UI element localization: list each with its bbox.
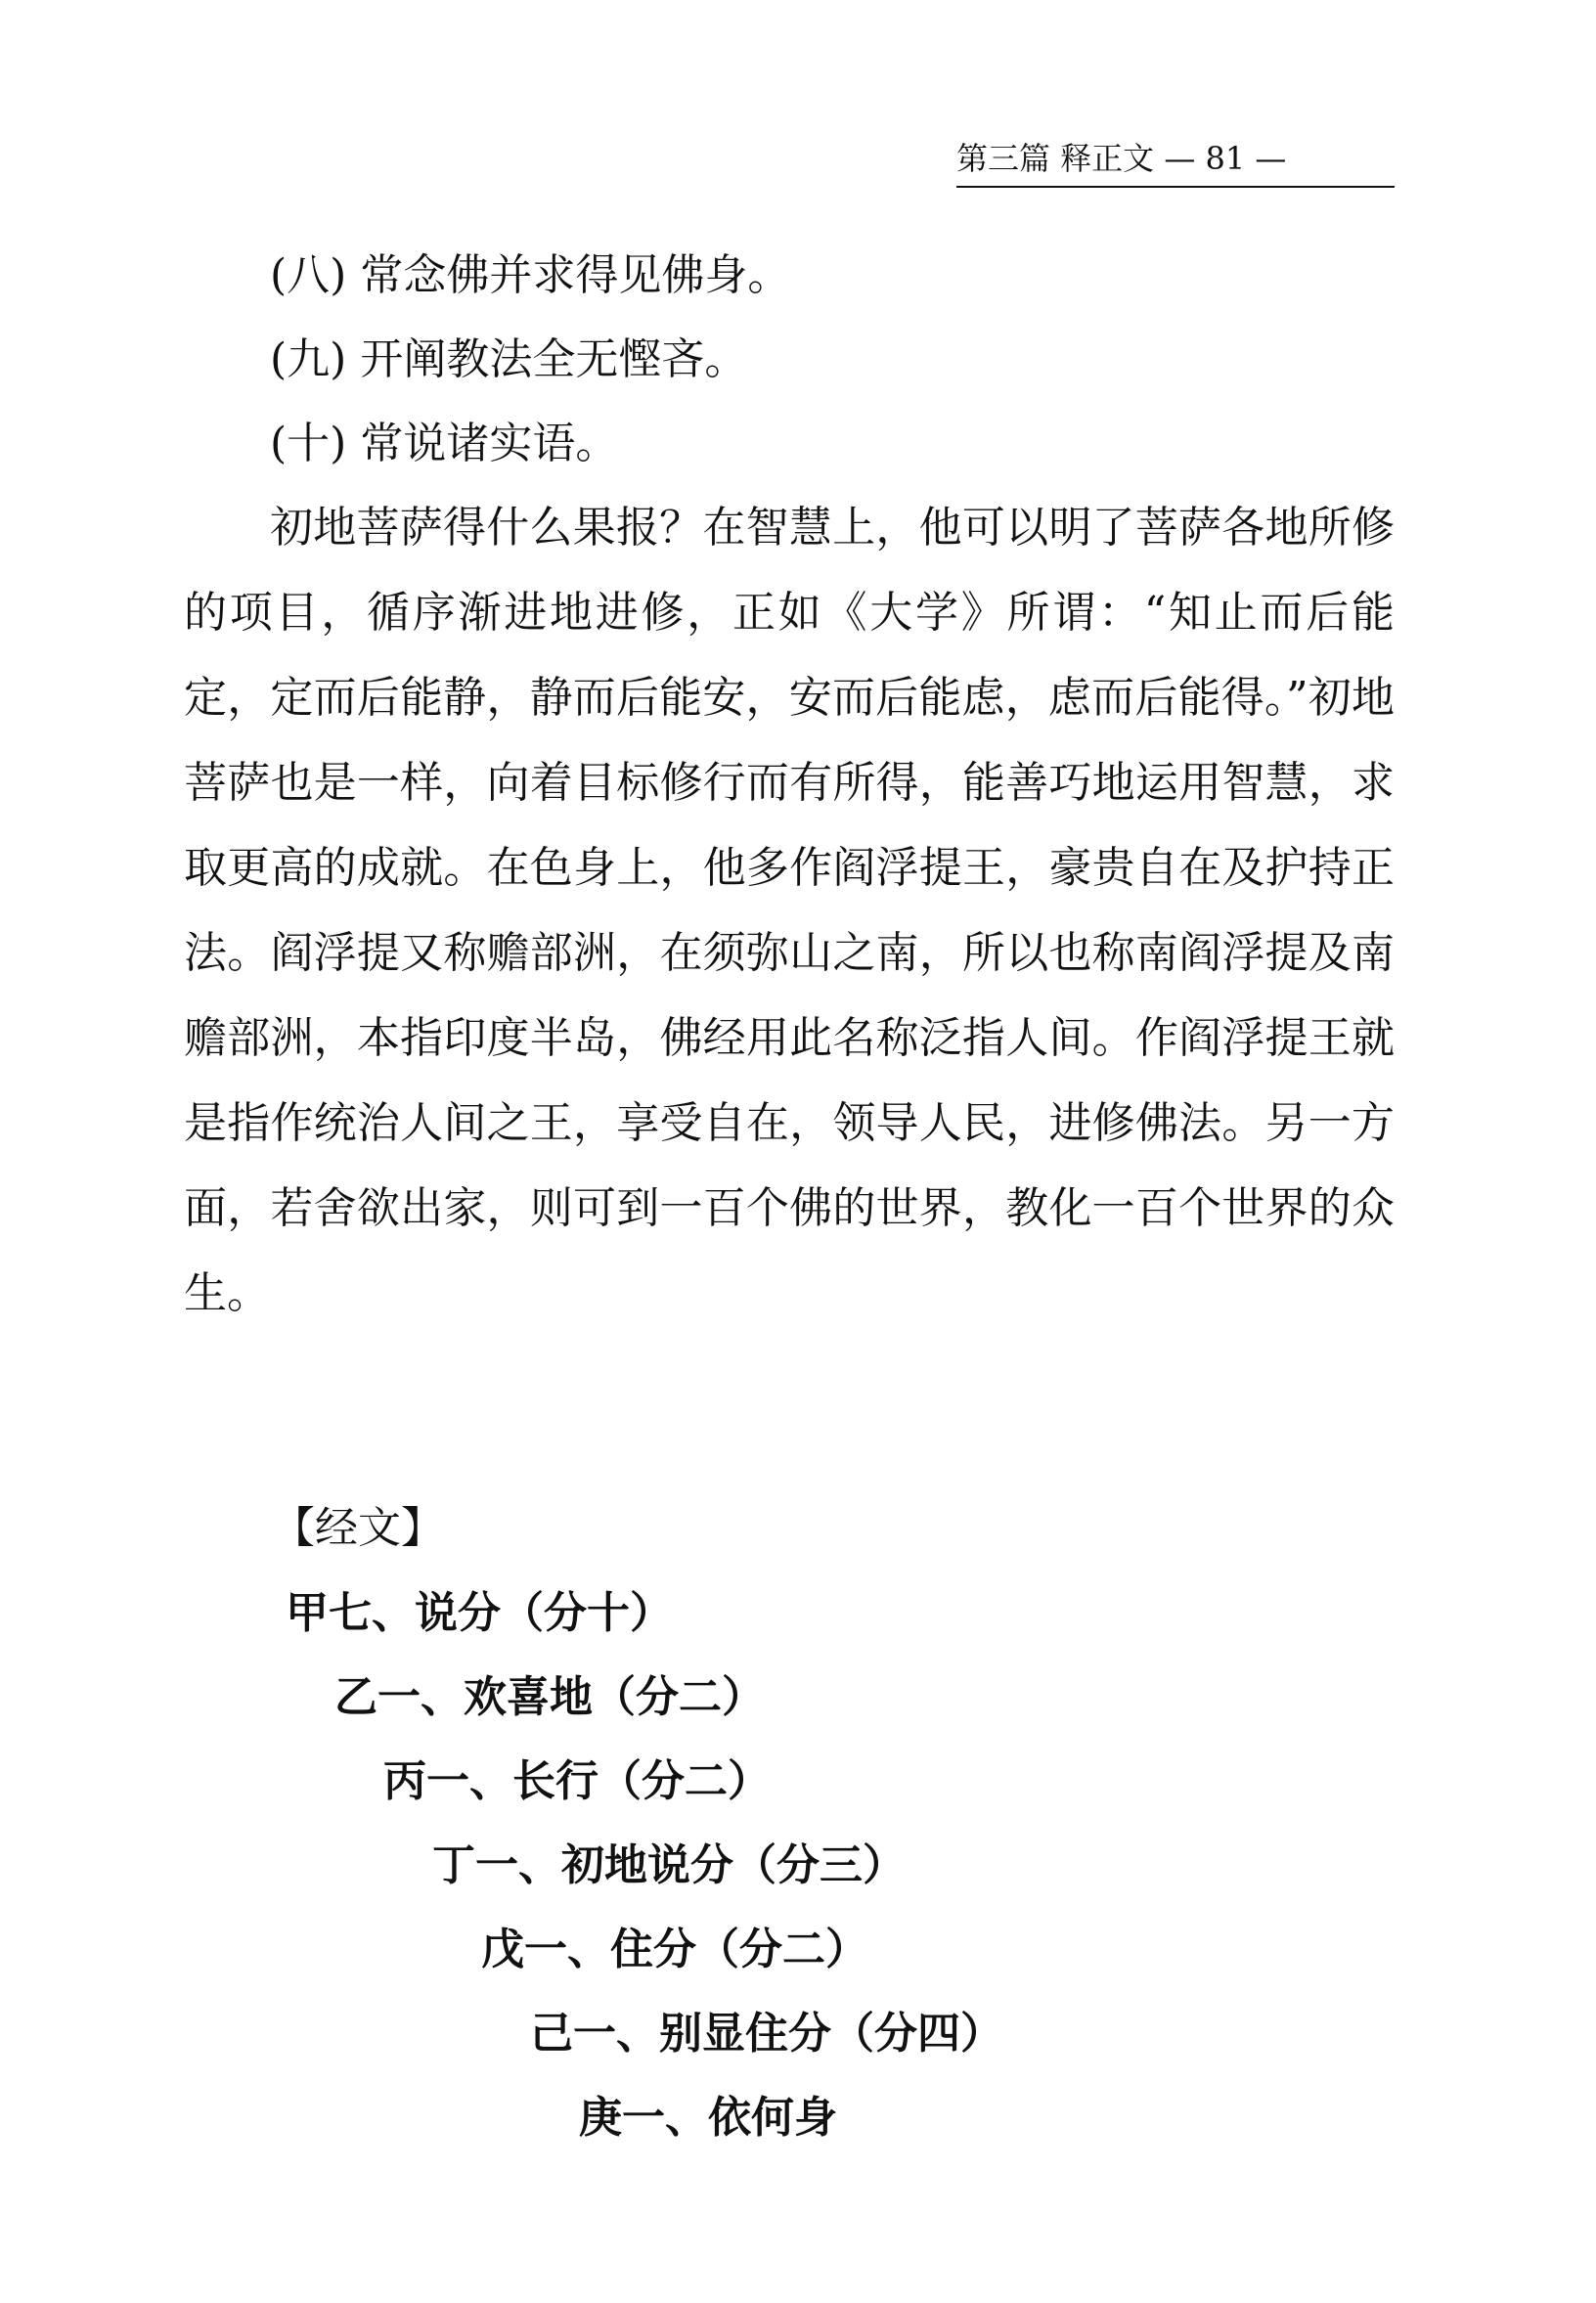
outline-level-6: 己一、别显住分（分四）: [530, 2009, 1003, 2059]
list-item-10: (十) 常说诸实语。: [270, 419, 619, 468]
header-rule: [956, 186, 1395, 188]
body-paragraph: 初地菩萨得什么果报？在智慧上，他可以明了菩萨各地所修的项目，循序渐进地进修，正如《大学》所谓：“知止而后能定，定而后能静，静而后能安，安而后能虑，虑而后能得。”初地菩萨也是一样，向着目标修行而有所得，能善巧地运用智慧，求取更高的成就。在色身上，他多作阎浮提王，豪贵自在及护持正法。阎浮提又称赡部洲，在须弥山之南，所以也称南阎浮提及南赡部洲，本指印度半岛，佛经用此名称泛指人间。作阎浮提王就是指作统治人间之王，享受自在，领导人民，进修佛法。另一方面，若舍欲出家，则可到一百个佛的世界，教化一百个世界的众生。: [184, 503, 1395, 1318]
outline-level-5: 戊一、住分（分二）: [481, 1925, 868, 1974]
running-header: 第三篇 释正文 — 81 —: [956, 140, 1287, 177]
sutra-label: 【经文】: [272, 1503, 444, 1553]
outline-level-1: 甲七、说分（分十）: [286, 1588, 673, 1638]
outline-level-2: 乙一、欢喜地（分二）: [334, 1672, 765, 1722]
outline-level-7: 庚一、依何身: [579, 2093, 837, 2143]
outline-level-4: 丁一、初地说分（分三）: [432, 1840, 906, 1890]
list-item-9: (九) 开阐教法全无慳吝。: [270, 334, 748, 384]
outline-level-3: 丙一、长行（分二）: [383, 1756, 771, 1806]
list-item-8: (八) 常念佛并求得见佛身。: [270, 250, 791, 300]
